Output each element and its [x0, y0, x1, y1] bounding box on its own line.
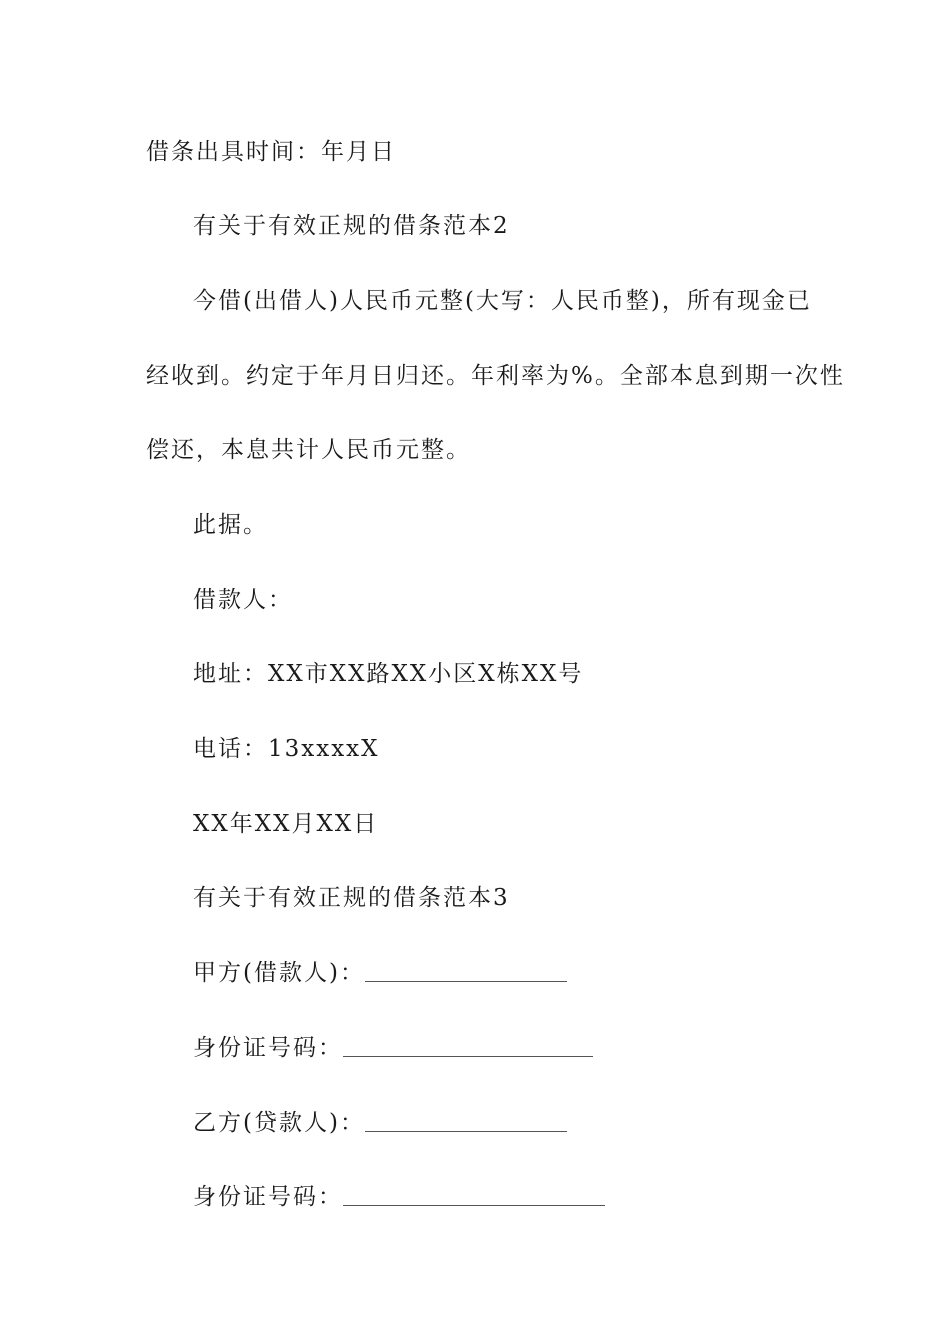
- paragraph-line-1: 今借(出借人)人民币元整(大写：人民币整)，所有现金已: [193, 288, 812, 314]
- issue-time-line: 借条出具时间：年月日: [146, 139, 396, 165]
- id-number-label-1: 身份证号码：: [193, 1035, 343, 1061]
- party-b-label: 乙方(贷款人)：: [193, 1110, 365, 1136]
- phone-line: 电话：13xxxxX: [193, 736, 380, 762]
- party-b-blank-field[interactable]: [365, 1109, 567, 1132]
- address-line: 地址：XX市XX路XX小区X栋XX号: [193, 661, 584, 687]
- id-number-label-2: 身份证号码：: [193, 1184, 343, 1210]
- date-line: XX年XX月XX日: [193, 811, 379, 837]
- borrower-line: 借款人：: [193, 587, 293, 613]
- party-a-row: [193, 958, 567, 988]
- id-number-row-2: [193, 1182, 605, 1212]
- party-a-label: 甲方(借款人)：: [193, 960, 365, 986]
- id-number-blank-field-2[interactable]: [343, 1183, 605, 1206]
- paragraph-line-2: 经收到。约定于年月日归还。年利率为%。全部本息到期一次性: [146, 363, 845, 389]
- id-number-row-1: [193, 1033, 593, 1063]
- party-b-row: [193, 1108, 567, 1138]
- party-a-blank-field[interactable]: [365, 959, 567, 982]
- ci-ju-line: 此据。: [193, 512, 268, 538]
- id-number-blank-field-1[interactable]: [343, 1034, 593, 1057]
- section-heading-2: 有关于有效正规的借条范本2: [193, 213, 510, 239]
- paragraph-line-3: 偿还，本息共计人民币元整。: [146, 437, 471, 463]
- section-heading-3: 有关于有效正规的借条范本3: [193, 885, 510, 911]
